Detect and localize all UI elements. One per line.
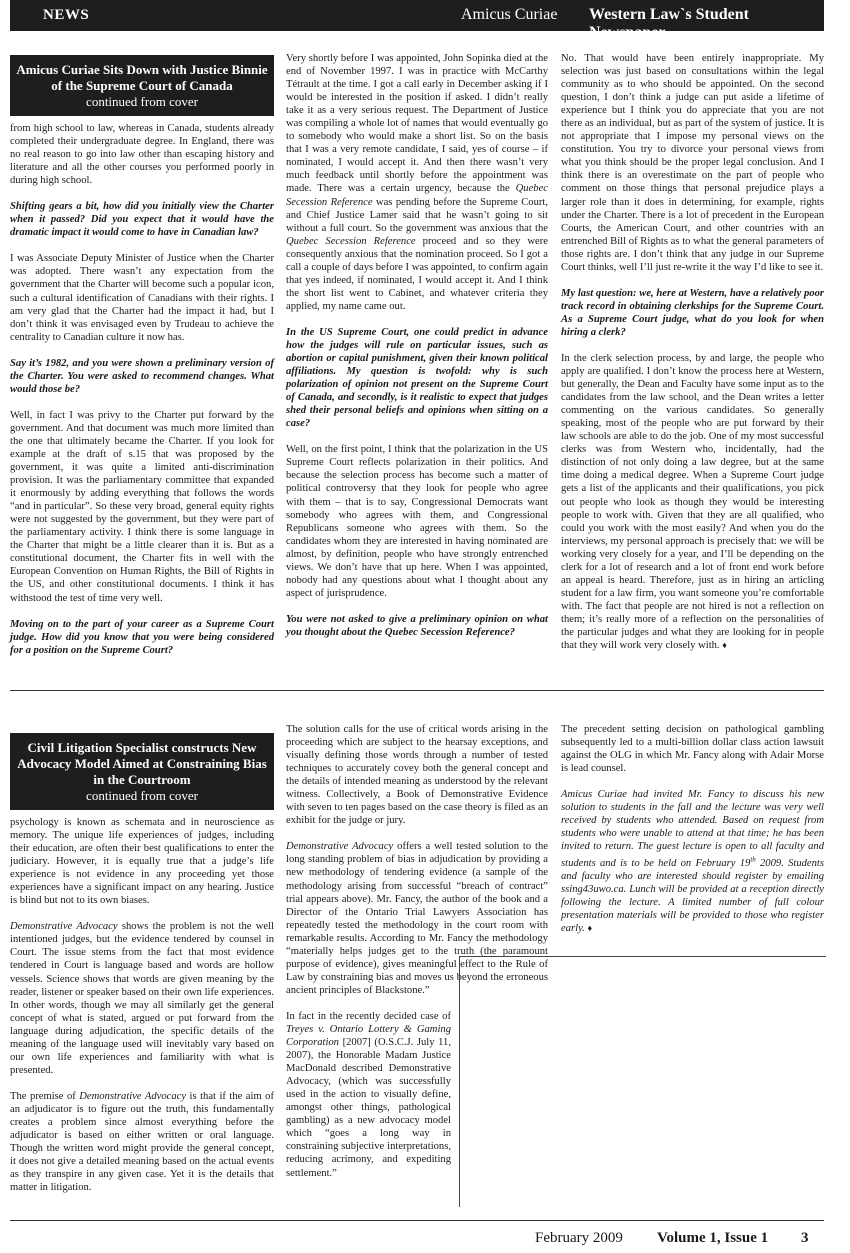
paragraph: Well, on the first point, I think that the polarization in the US Supreme Court reflects polarization in their politics. And because the selection process has become such a matter of political controversy that they look for people who agree with them – that is to say, Congressional Democrats want somebody who agrees with them, and Congressional Republicans someone who agrees with them. So the candidates whom they are interested in having nominated are almost, by definition, people who have strongly entrenched views. We don’t have that up here. When I was appointed, nobody had any questions about what I thought about any aspect of jurisprudence. — [286, 444, 548, 599]
paragraph: The premise of Demonstrative Advocacy is that if the aim of an adjudicator is to figure out the truth, this fundamentally creates a problem since almost everything before the adjudicator is based on either written or oral language. Though the written word might provide the general concept, it does not give a detailed meaning based on the actual events as they transpire in any given case. Yet it is the details that matter in litigation. — [10, 1090, 274, 1194]
article1-column2 — [286, 52, 548, 652]
issue-date: February 2009 — [535, 1230, 623, 1246]
paragraph: The solution calls for the use of critical words arising in the proceeding which are subject to the hearsay exceptions, and visually defining those words through a number of tested techniques to accurately covey both the general concept and the details of intended meaning as understood by the relevant witness. Collectively, a Book of Demonstrative Evidence with seven to ten pages based on the case theory is filed as an exhibit for the judge or jury. — [286, 724, 548, 827]
page-number: 3 — [801, 1230, 809, 1246]
case-title: Treyes v. Ontario Lottery & Gaming Corporation — [286, 1023, 451, 1049]
interview-question: In the US Supreme Court, one could predict in advance how the judges will rule on particular issues, such as abortion or capital punishment, given their known political affiliations. My question is twofold: why is such polarization of opinion not present on the Supreme Court of Canada, and secondly, is it realistic to expect that judges shed their personal beliefs and opinions when sitting on a case? — [286, 326, 548, 430]
paragraph: In fact in the recently decided case of Treyes v. Ontario Lottery & Gaming Corporation [2007] (O.S.C.J. July 11, 2007), the Honorable Madam Justice MacDonald described Demonstrative Advocacy, (which was successfully used in the action to visually define, amongst other things, pathological gambling) as a new advocacy model which “goes a long way in constraining subjective interpretations, reducing acrimony, and expediting settlement.” — [286, 1010, 451, 1179]
book-title: Demonstrative Advocacy — [286, 841, 394, 853]
interview-question: Moving on to the part of your career as a Supreme Court judge. How did you know that you were being considered for a position on the Supreme Court? — [10, 618, 274, 656]
article2-column3 — [561, 723, 824, 948]
end-of-article-diamond-icon: ♦ — [587, 923, 593, 934]
article-divider — [10, 690, 824, 691]
paragraph: No. That would have been entirely inappropriate. My selection was just based on consultations within the legal community as to who should be appointed. On the second question, I don’t think a judge can put aside a lifetime of experience but I think you do appreciate that you are not there as an individual, but as part of the system of justice. It is not appropriate that I impose my personal views on the constitution. You try to divorce your personal views from what you think should be the proper legal conclusion. And I think there is an overestimate on the part of people who comment on those things that personal prejudice plays a larger role than it does in determining, for example, rights under the Charter. There is a lot of precedent in the European Courts, the American Court, and other countries with an entrenched Bill of Rights as to what the general parameters of those rights are. I don’t think that any judge in our Supreme Court thinks, well I’ll just re-write it the way I’d like to see it. — [561, 53, 824, 273]
paragraph: psychology is known as schemata and in neuroscience as memory. The unique life experiences of judges, including their education, are often their best qualifications to enter the judiciary. However, it is equally true that a judge’s life experience is not evidence in any proceeding yet those experiences have a significant impact on any hearing. Justice is blind but not to its own biases. — [10, 817, 274, 907]
volume-issue: Volume 1, Issue 1 — [657, 1230, 769, 1246]
interview-question: Say it’s 1982, and you were shown a preliminary version of the Charter. You were asked to recommend changes. What would those be? — [10, 357, 274, 395]
article1-continued-note: continued from cover — [86, 94, 198, 109]
publication-name: Amicus Curiae — [461, 6, 558, 23]
editor-note: Amicus Curiae had invited Mr. Fancy to discuss his new solution to students in the fall and the lecture was very well received by students who attended. Based on request from students who were unable to attend at that time; he has been invited to return. The guest lecture is open to all faculty and students and is to be held on February 19th 2009. Students and faculty who are interested should register by emailing ssing43uwo.ca. Lunch will be provided at a reception directly following the lecture. A limited number of full colour presentation materials will be provided to those who register early. ♦ — [561, 789, 824, 935]
book-title: Demonstrative Advocacy — [79, 1090, 187, 1102]
paragraph: In the clerk selection process, by and large, the people who apply are qualified. I don’t know the process here at Western, but generally, the Dean and Faculty have some input as to the candidates from the law school, and the Dean writes a letter commenting on the various candidates. So generally speaking, most of the people who are put forward by their law schools are able to do the job. One of my most successful clerks was from Western who, incidentally, had the distinction of not only doing a law degree, but at the same time doing a medical degree. When a Supreme Court judge gets a list of the applicants and their qualifications, you pick out people who look as though they would be interesting people to work with. Given that they are all qualified, who could you work with the most easily? And when you do the interviews, my personal approach is precisely that: we will be working very closely for a year, and I’ll be depending on the clerk for a lot of research and a lot of front end work before an appeal is heard. Therefore, just as in hiring an articling student for a law firm, you want someone you’re comfortable with. The fact that people are not hired is not a reflection on them; it’s really more of a reflection on the personalities of the particular judges and what they are looking for in people that they will work very closely with. ♦ — [561, 352, 824, 652]
footer-rule — [10, 1220, 824, 1221]
paragraph: Well, in fact I was privy to the Charter put forward by the government. And that document was much more limited than the one that ultimately became the Charter. If you look for example at the draft of s.15 that was proposed by the government, it was quite a limited anti-discrimination provision. It was the parliamentary committee that expanded it enormously by adding everything that follows the words “and in particular”. So these very broad, general equity rights were not suggested by the government, but they were part of the parliamentary activity. I think there is some language in the Charter that might be a little clearer than it is. But as a constitutional document, the Charter fits in well with the European Convention on Human Rights, the Bill of Rights in the US, and other constitutional documents. I think it has withstood the test of time very well. — [10, 409, 274, 604]
paragraph: The precedent setting decision on pathological gambling subsequently led to a multi-billion dollar class action lawsuit against the OLG in which Mr. Fancy along with Adair Morse is lead counsel. — [561, 724, 824, 775]
article2-column1 — [10, 733, 274, 1207]
publication-tagline: Western Law`s Student Newspaper — [589, 6, 750, 41]
paragraph: I was Associate Deputy Minister of Justice when the Charter was adopted. There wasn’t any expectation from the government that the Charter will become such a popular icon, such a cultural identification of Canadians with their rights. I am very glad that the Charter had the impact it had, but I don’t think it was envisaged even by Trudeau to achieve the centrality to Canadian culture it now has. — [10, 253, 274, 343]
masthead — [10, 0, 824, 41]
end-of-article-diamond-icon: ♦ — [722, 640, 727, 651]
case-title: Quebec Secession Reference — [286, 183, 548, 208]
sample-figure-frame — [459, 956, 826, 1207]
interview-question: Shifting gears a bit, how did you initially view the Charter when it passed? Did you expect that it would have the dramatic impact it would come to have in Canadian law? — [10, 201, 274, 239]
paragraph: from high school to law, whereas in Canada, students already completed their undergraduate degree. In England, there was no real reason to go into law other than escaping history and literature and all the other courses you performed poorly in during high school. — [10, 123, 274, 187]
case-title: Quebec Secession Reference — [286, 235, 416, 247]
book-title: Demonstrative Advocacy — [10, 921, 118, 933]
interview-question: You were not asked to give a preliminary opinion on what you thought about the Quebec Secession Reference? — [286, 613, 548, 638]
article1-headline: Amicus Curiae Sits Down with Justice Binnie of the Supreme Court of Canada — [16, 62, 268, 93]
article1-column1 — [10, 55, 274, 670]
interview-question: My last question: we, here at Western, have a relatively poor track record in obtaining clerkships for the Supreme Court. As a Supreme Court judge, what do you look for when hiring a clerk? — [561, 287, 824, 338]
paragraph: Demonstrative Advocacy shows the problem is not the well intentioned judges, but the evidence tendered by counsel in Court. The issue stems from the fact that most evidence tendered in Court is language based and words are hollow vessels. Science shows that words are given meaning by the reader, listener or speaker based on their own life experiences. In other words, though we may all similarly get the general concept of what is stated, argued or put forward from the language during adjudication, the specific details of the meaning of the language used will inevitably vary based on our own life experiences and familiarity with what is presented. — [10, 921, 275, 1076]
article2-headline: Civil Litigation Specialist constructs New Advocacy Model Aimed at Constraining Bias in the Courtroom — [17, 740, 267, 787]
article2-continued-note: continued from cover — [86, 788, 198, 803]
section-label: NEWS — [43, 7, 90, 23]
paragraph: Very shortly before I was appointed, John Sopinka died at the end of November 1997. I was in practice with McCarthy Tétrault at the time. I got a call early in December asking if I would be interested in the position if asked. I didn’t really take it as a very serious request. The Department of Justice was compiling a whole lot of names that would eventually go to somebody who would make a short list. So on the basis that I was a very remote candidate, I said, yes of course – if nominated, I would accept it. And then there wasn’t very much feedback until shortly before the appointment was made. There was a certain urgency, because the Quebec Secession Reference was pending before the Supreme Court, and Chief Justice Lamer said that he wasn’t going to sit without a full court. So the government was anxious that the Quebec Secession Reference proceed and so they were consequently anxious that the nomination proceed. So I got a call a couple of days before I was appointed, to confirm again that yes indeed, if nominated, I would accept it. And I think the short list went to Cabinet, and whatever criteria they applied, my name came out. — [286, 53, 548, 312]
paragraph: Demonstrative Advocacy offers a well tested solution to the long standing problem of bias in adjudication by providing a new methodology of tendering evidence (a sample of the methodology arising from successful “breach of contract” trial appears above). Mr. Fancy, the author of the book and a Director of the Ontario Trial Lawyers Association has repeatedly tested the methodology in the court room with remarkable results. According to Mr. Fancy the methodology “materially helps judges get to the truth (the paramount purpose of evidence), gives meaningful effect to the Rule of Law by constraining bias and moves us beyond the erroneous ancient principles of Blackstone.” — [286, 841, 548, 996]
article1-headline-box — [10, 55, 274, 116]
article2-headline-box — [10, 733, 274, 810]
article1-column3 — [561, 52, 824, 665]
